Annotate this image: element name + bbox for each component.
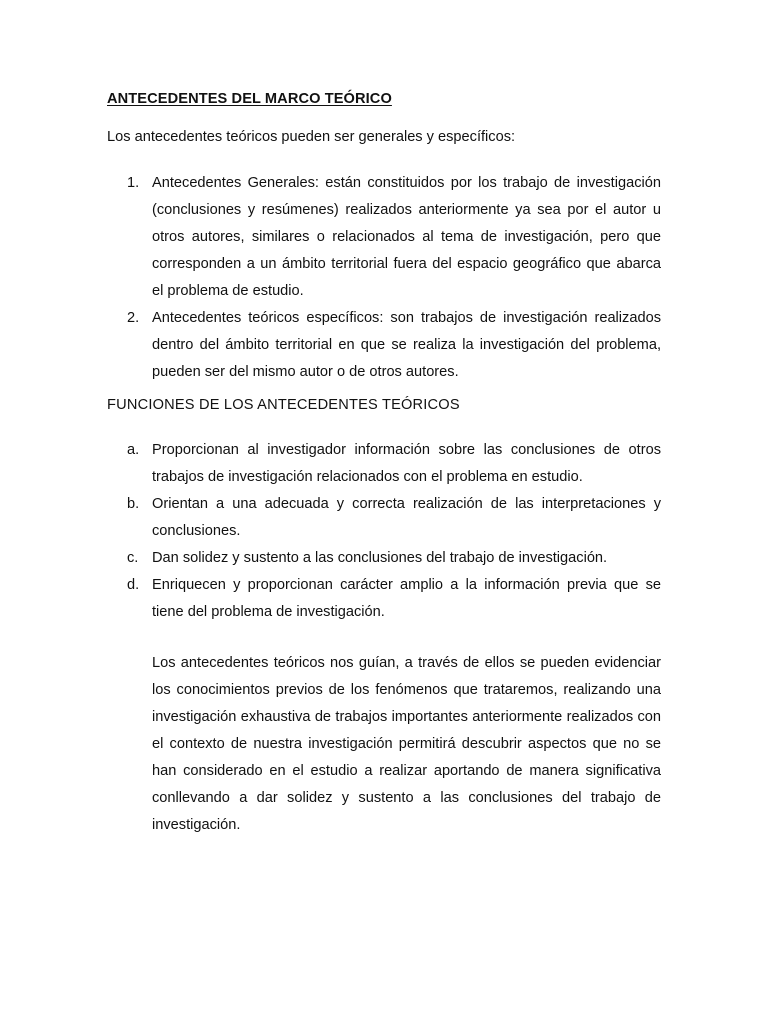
list-item-text: Dan solidez y sustento a las conclusiones del trabajo de investigación. xyxy=(152,550,608,566)
list-item-text: Orientan a una adecuada y correcta realización de las interpretaciones y conclusiones. xyxy=(152,496,661,539)
list-marker: 2. xyxy=(127,310,140,326)
list-marker: b. xyxy=(127,496,140,512)
section-heading: FUNCIONES DE LOS ANTECEDENTES TEÓRICOS xyxy=(107,397,460,413)
list-item xyxy=(107,305,661,386)
document-title: ANTECEDENTES DEL MARCO TEÓRICO xyxy=(107,91,392,107)
list-item xyxy=(107,572,661,626)
list-marker: d. xyxy=(127,577,140,593)
intro-paragraph: Los antecedentes teóricos pueden ser generales y específicos: xyxy=(107,129,516,145)
list-marker: c. xyxy=(127,550,139,566)
list-item xyxy=(107,491,661,545)
list-item xyxy=(107,545,661,572)
list-item xyxy=(107,437,661,491)
lettered-list xyxy=(107,437,661,626)
closing-paragraph: Los antecedentes teóricos nos guían, a través de ellos se pueden evidenciar los conocimientos previos de los fenómenos que trataremos, realizando una investigación exhaustiva de trabajos importantes anteriormente realizados con el contexto de nuestra investigación permitirá descubrir aspectos que no se han considerado en el estudio a realizar aportando de manera significativa conllevando a dar solidez y sustento a las conclusiones del trabajo de investigación. xyxy=(152,655,661,833)
list-item-text: Proporcionan al investigador información sobre las conclusiones de otros trabajos de investigación relacionados con el problema en estudio. xyxy=(152,442,661,485)
numbered-list xyxy=(107,170,661,386)
list-item-text: Enriquecen y proporcionan carácter amplio a la información previa que se tiene del problema de investigación. xyxy=(152,577,661,620)
list-item-text: Antecedentes Generales: están constituidos por los trabajo de investigación (conclusiones y resúmenes) realizados anteriormente ya sea por el autor u otros autores, similares o relacionados al tema de investigación, pero que corresponden a un ámbito territorial fuera del espacio geográfico que abarca el problema de estudio. xyxy=(152,175,661,299)
list-item xyxy=(107,170,661,305)
list-item-text: Antecedentes teóricos específicos: son trabajos de investigación realizados dentro del ámbito territorial en que se realiza la investigación del problema, pueden ser del mismo autor o de otros autores. xyxy=(152,310,661,380)
list-marker: a. xyxy=(127,442,140,458)
list-marker: 1. xyxy=(127,175,140,191)
